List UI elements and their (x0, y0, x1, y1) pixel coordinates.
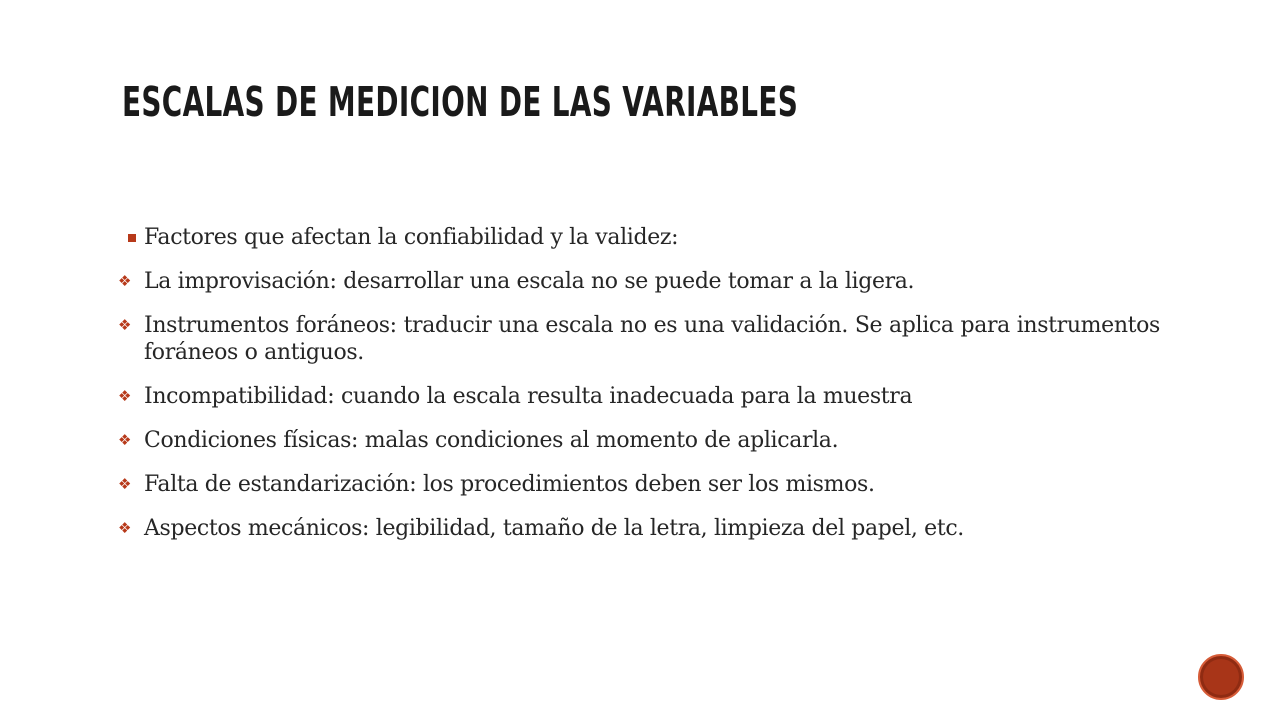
diamond-bullet-icon: ❖ (118, 475, 132, 493)
list-item (118, 268, 1160, 295)
diamond-bullet-icon: ❖ (118, 316, 132, 334)
square-bullet-icon (128, 234, 136, 242)
list-item-text: Instrumentos foráneos: traducir una escala no es una validación. Se aplica para instrumentos foráneos o antiguos. (144, 313, 1160, 365)
slide-title: ESCALAS DE MEDICION DE LAS VARIABLES (122, 78, 799, 126)
diamond-bullet-icon: ❖ (118, 519, 132, 537)
list-item (122, 224, 1160, 251)
list-item-text: Falta de estandarización: los procedimientos deben ser los mismos. (144, 472, 875, 497)
list-item (118, 515, 1160, 542)
list-item (118, 427, 1160, 454)
list-item-text: Aspectos mecánicos: legibilidad, tamaño de la letra, limpieza del papel, etc. (144, 516, 964, 541)
list-item-text: Incompatibilidad: cuando la escala resulta inadecuada para la muestra (144, 384, 913, 409)
list-item-text: La improvisación: desarrollar una escala no se puede tomar a la ligera. (144, 269, 915, 294)
list-item (118, 383, 1160, 410)
circle-nav-icon[interactable] (1198, 654, 1244, 700)
list-item (118, 312, 1160, 366)
list-item (118, 471, 1160, 498)
diamond-bullet-icon: ❖ (118, 387, 132, 405)
list-item-text: Factores que afectan la confiabilidad y la validez: (144, 225, 679, 250)
diamond-bullet-icon: ❖ (118, 431, 132, 449)
bullet-list (118, 224, 1160, 559)
list-item-text: Condiciones físicas: malas condiciones al momento de aplicarla. (144, 428, 839, 453)
diamond-bullet-icon: ❖ (118, 272, 132, 290)
